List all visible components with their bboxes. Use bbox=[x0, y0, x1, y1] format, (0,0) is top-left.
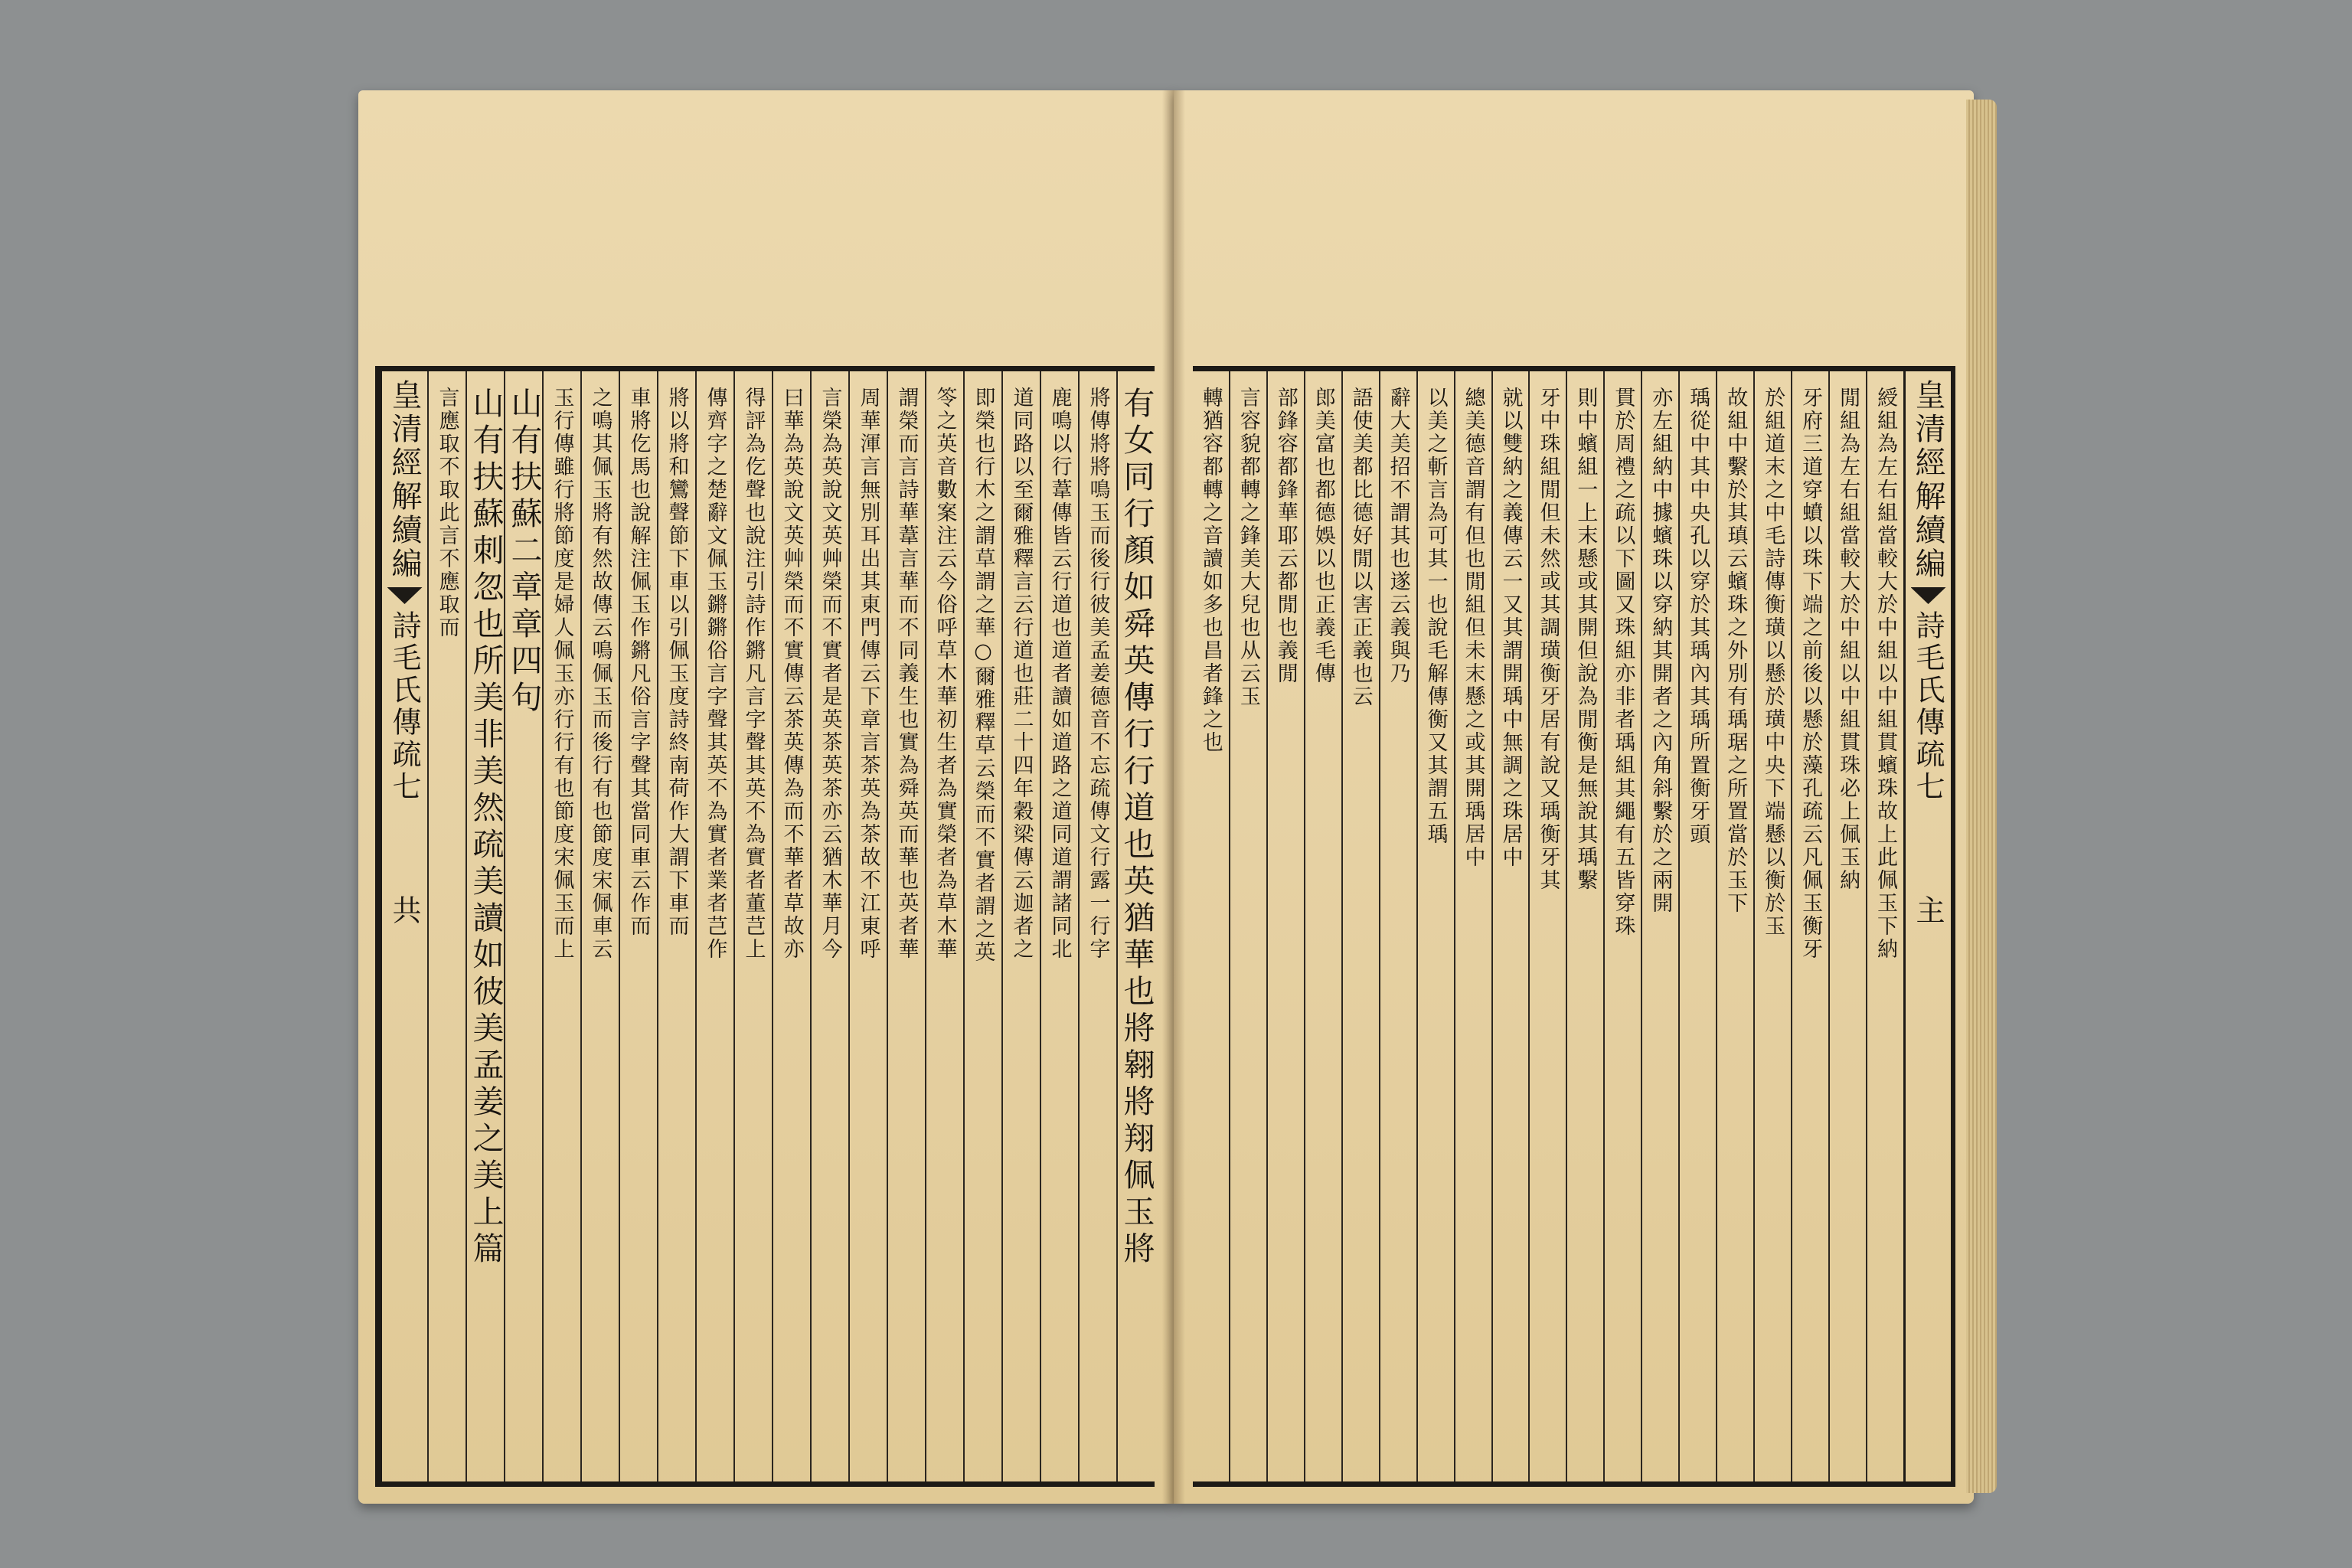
text-column bbox=[1491, 371, 1529, 1481]
text-column bbox=[542, 371, 580, 1481]
book-gutter bbox=[1162, 90, 1185, 1504]
text-column bbox=[1641, 371, 1678, 1481]
text-column bbox=[887, 371, 925, 1481]
column-text: 之鳴其佩玉將有然故傳云鳴佩玉而後行有也節度宋佩車云 bbox=[588, 387, 612, 961]
fish-tail-mark-icon bbox=[387, 587, 423, 604]
text-column bbox=[810, 371, 848, 1481]
text-column bbox=[1753, 371, 1791, 1481]
column-text: 綬組為左右組當較大於中組以中組貫蠙珠故上此佩玉下納 bbox=[1873, 387, 1898, 961]
left-page-margin-column bbox=[380, 371, 427, 1481]
text-column bbox=[925, 371, 963, 1481]
text-column bbox=[1791, 371, 1828, 1481]
text-column bbox=[1603, 371, 1641, 1481]
column-text: 牙府三道穿蟦以珠下端之前後以懸於藻孔疏云凡佩玉衡牙 bbox=[1798, 387, 1823, 961]
column-text: 將傳將將鳴玉而後行彼美孟姜德音不忘疏傳文行露一行字 bbox=[1086, 387, 1110, 961]
text-column bbox=[1304, 371, 1341, 1481]
text-column bbox=[466, 371, 504, 1481]
folio-number: 主 bbox=[1911, 895, 1945, 927]
text-column bbox=[772, 371, 810, 1481]
column-text: 言容貌都轉之鋒美大兒也从云玉 bbox=[1236, 387, 1260, 708]
right-page bbox=[1174, 90, 1974, 1504]
column-text: 鹿鳴以行葦傳皆云行道也道者讀如道路之道同道謂諸同北 bbox=[1047, 387, 1072, 961]
text-column bbox=[1566, 371, 1603, 1481]
text-column bbox=[1454, 371, 1491, 1481]
text-column bbox=[1341, 371, 1379, 1481]
column-text: 笭之英音數案注云今俗呼草木華初生者為實榮者為草木華 bbox=[933, 387, 957, 961]
column-text: 得評為仡聲也說注引詩作鏘凡言字聲其英不為實者董芑上 bbox=[741, 387, 766, 961]
text-column bbox=[1678, 371, 1716, 1481]
text-column bbox=[657, 371, 695, 1481]
column-text: 故組中繫於其瑱云蠙珠之外別有瑀琚之所置當於玉下 bbox=[1723, 387, 1748, 915]
fish-tail-mark-icon bbox=[1911, 587, 1946, 604]
text-column bbox=[619, 371, 657, 1481]
column-text: 於組道末之中毛詩傳衡璜以懸於璜中央下端懸以衡於玉 bbox=[1761, 387, 1785, 938]
column-text: 言榮為英說文英艸榮而不實者是英茶英茶亦云猶木華月今 bbox=[818, 387, 842, 961]
text-column bbox=[1040, 371, 1078, 1481]
text-column bbox=[695, 371, 733, 1481]
book-title: 皇清經解續編 bbox=[1910, 379, 1945, 581]
folio-number: 共 bbox=[387, 895, 421, 927]
column-text: 有女同行顏如舜英傳行行道也英猶華也將翱將翔佩玉將 bbox=[1118, 387, 1155, 1269]
column-text: 山有扶蘇刺忽也所美非美然疏美讀如彼美孟姜之美上篇 bbox=[467, 387, 504, 1269]
column-text: 玉行傳雖行將節度是婦人佩玉亦行行有也節度宋佩玉而上 bbox=[550, 387, 574, 961]
column-text: 瑀從中其中央孔以穿於其瑀內其瑀所置衡牙頭 bbox=[1686, 387, 1710, 846]
column-text: 曰華為英說文英艸榮而不實傳云茶英傳為而不華者草故亦 bbox=[779, 387, 804, 961]
column-text: 道同路以至爾雅釋言云行道也莊二十四年穀梁傳云迦者之 bbox=[1009, 387, 1034, 961]
text-column bbox=[1716, 371, 1753, 1481]
column-text: 以美之斬言為可其一也說毛解傳衡又其謂五瑀 bbox=[1423, 387, 1448, 846]
text-column bbox=[1193, 371, 1229, 1481]
column-text: 總美德音謂有但也閒組但未末懸之或其開瑀居中 bbox=[1461, 387, 1485, 869]
column-text: 轉猶容都轉之音讀如多也昌者鋒之也 bbox=[1198, 387, 1223, 754]
column-text: 辭大美招不謂其也遂云義與乃 bbox=[1386, 387, 1410, 685]
column-text: 部鋒容都鋒華耶云都閒也義閒 bbox=[1273, 387, 1298, 685]
text-column bbox=[580, 371, 619, 1481]
page-edges bbox=[1966, 100, 1997, 1493]
column-text: 語使美都比德好閒以害正義也云 bbox=[1348, 387, 1373, 708]
column-text: 閒組為左右組當較大於中組以中組貫珠必上佩玉納 bbox=[1836, 387, 1860, 892]
right-text-frame bbox=[1193, 366, 1955, 1487]
open-book bbox=[358, 90, 1997, 1514]
chapter-title: 詩毛氏傳疏七 bbox=[1911, 610, 1945, 803]
left-page bbox=[358, 90, 1174, 1504]
text-column bbox=[427, 371, 466, 1481]
column-text: 牙中珠組閒但未然或其調璜衡牙居有說又瑀衡牙其 bbox=[1536, 387, 1560, 892]
column-text: 山有扶蘇二章章四句 bbox=[505, 387, 542, 717]
text-column bbox=[1001, 371, 1040, 1481]
column-text: 即榮也行木之謂草謂之華○爾雅釋草云榮而不實者謂之英 bbox=[971, 387, 995, 964]
text-column bbox=[1266, 371, 1304, 1481]
column-text: 周華渾言無別耳出其東門傳云下章言茶英為茶故不江東呼 bbox=[856, 387, 880, 961]
text-column bbox=[848, 371, 887, 1481]
right-page-margin-column bbox=[1903, 371, 1951, 1481]
text-column bbox=[504, 371, 542, 1481]
column-text: 將以將和鸞聲節下車以引佩玉度詩終南荷作大謂下車而 bbox=[665, 387, 689, 938]
left-text-frame bbox=[375, 366, 1155, 1487]
text-column bbox=[1229, 371, 1266, 1481]
text-column bbox=[1866, 371, 1903, 1481]
text-column bbox=[1078, 371, 1116, 1481]
text-column bbox=[1528, 371, 1566, 1481]
column-text: 就以雙納之義傳云一又其謂開瑀中無調之珠居中 bbox=[1498, 387, 1523, 869]
column-text: 言應取不取此言不應取而 bbox=[435, 387, 459, 639]
column-text: 亦左組納中據蠙珠以穿納其開者之內角斜繫於之兩開 bbox=[1648, 387, 1673, 915]
right-columns bbox=[1193, 371, 1951, 1481]
chapter-title: 詩毛氏傳疏七 bbox=[387, 610, 421, 803]
text-column bbox=[963, 371, 1001, 1481]
column-text: 車將仡馬也說解注佩玉作鏘凡俗言字聲其當同車云作而 bbox=[626, 387, 651, 938]
column-text: 謂榮而言詩華葦言華而不同義生也實為舜英而華也英者華 bbox=[894, 387, 919, 961]
text-column bbox=[1416, 371, 1454, 1481]
left-columns bbox=[380, 371, 1155, 1481]
text-column bbox=[1379, 371, 1416, 1481]
text-column bbox=[733, 371, 772, 1481]
column-text: 貫於周禮之疏以下圖又珠組亦非者瑀組其繩有五皆穿珠 bbox=[1611, 387, 1635, 938]
text-column bbox=[1116, 371, 1155, 1481]
text-column bbox=[1828, 371, 1866, 1481]
column-text: 則中蠙組一上末懸或其開但說為閒衡是無說其瑀繫 bbox=[1573, 387, 1598, 892]
column-text: 郎美富也都德娛以也正義毛傳 bbox=[1311, 387, 1335, 685]
book-title: 皇清經解續編 bbox=[387, 379, 422, 581]
column-text: 傳齊字之楚辭文佩玉鏘鏘俗言字聲其英不為實者業者芑作 bbox=[703, 387, 727, 961]
